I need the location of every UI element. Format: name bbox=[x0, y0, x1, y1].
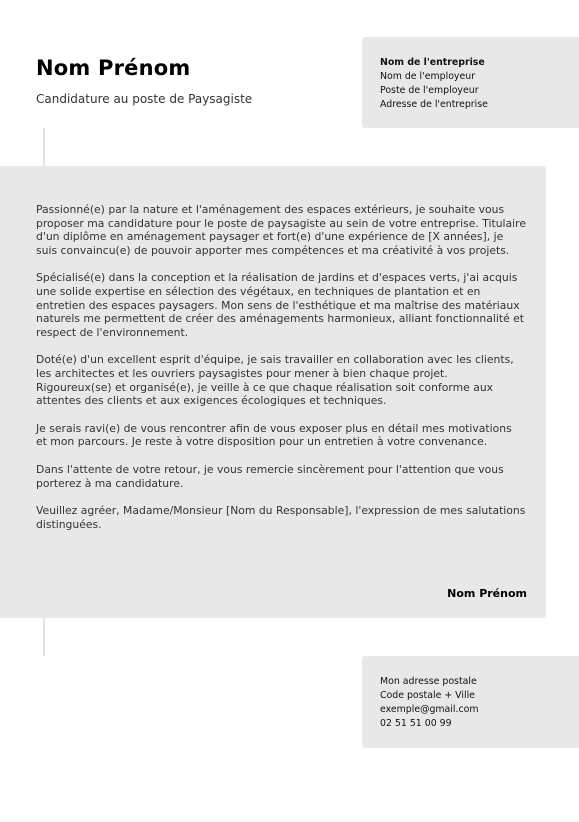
company-address: Adresse de l'entreprise bbox=[380, 99, 488, 110]
letter-paragraph: Veuillez agréer, Madame/Monsieur [Nom du Responsable], l'expression de mes salutations distinguées. bbox=[36, 504, 526, 531]
decorative-line-top bbox=[43, 128, 45, 166]
letter-paragraph: Passionné(e) par la nature et l'aménagement des espaces extérieurs, je souhaite vous proposer ma candidature pour le poste de paysagiste au sein de votre entreprise. Titulaire d'un diplôme en aménagement paysager et fort(e) d'une expérience de [X années], je suis convaincu(e) de pouvoir apporter mes compétences et ma créativité à vos projets. bbox=[36, 203, 527, 257]
postal-code-city: Code postale + Ville bbox=[380, 690, 475, 701]
signature: Nom Prénom bbox=[447, 587, 527, 600]
company-info-box bbox=[362, 37, 579, 128]
contact-info-box bbox=[362, 656, 579, 748]
postal-address: Mon adresse postale bbox=[380, 676, 477, 687]
phone-number: 02 51 51 00 99 bbox=[380, 718, 452, 729]
company-name: Nom de l'entreprise bbox=[380, 57, 485, 68]
job-title: Candidature au poste de Paysagiste bbox=[36, 92, 253, 106]
employer-name: Nom de l'employeur bbox=[380, 71, 476, 82]
letter-paragraph: Dans l'attente de votre retour, je vous remercie sincèrement pour l'attention que vous porterez à ma candidature. bbox=[36, 462, 504, 490]
letter-paragraph: Doté(e) d'un excellent esprit d'équipe, je sais travailler en collaboration avec les clients, les architectes et les ouvriers paysagistes pour mener à bien chaque projet. Rigoureux(se) et organisé(e), je veille à ce que chaque réalisation soit conforme aux attentes des clients et aux exigences écologiques et techniques. bbox=[36, 353, 514, 408]
letter-paragraph: Spécialisé(e) dans la conception et la réalisation de jardins et d'espaces verts, j'ai acquis une solide expertise en sélection des végétaux, en techniques de plantation et en entretien des espaces paysagers. Mon sens de l'esthétique et ma maîtrise des matériaux naturels me permettent de créer des aménagements harmonieux, alliant fonctionnalité et respect de l'environnement. bbox=[36, 271, 525, 339]
employer-position: Poste de l'employeur bbox=[380, 85, 479, 96]
decorative-line-bottom bbox=[43, 618, 45, 656]
email-address: exemple@gmail.com bbox=[380, 704, 479, 715]
applicant-name: Nom Prénom bbox=[36, 56, 191, 80]
letter-paragraph: Je serais ravi(e) de vous rencontrer afin de vous exposer plus en détail mes motivations et mon parcours. Je reste à votre disposition pour un entretien à votre convenance. bbox=[36, 421, 512, 449]
letter-body bbox=[0, 166, 546, 618]
